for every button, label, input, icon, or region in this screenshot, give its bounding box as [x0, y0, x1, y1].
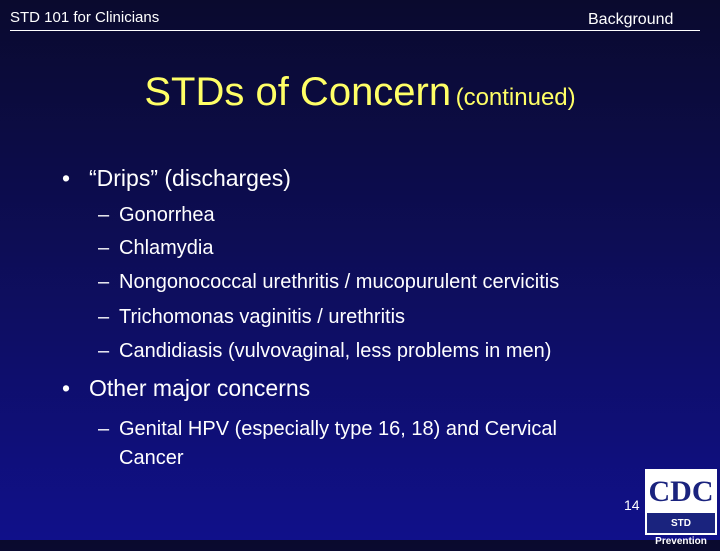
dash-marker: –	[98, 306, 110, 328]
dash-marker: –	[98, 204, 110, 226]
cdc-logo	[645, 469, 717, 547]
section-label: Background	[588, 11, 674, 28]
dash-marker: –	[98, 237, 110, 259]
course-title: STD 101 for Clinicians	[10, 9, 160, 26]
bullet-text: “Drips” (discharges)	[89, 165, 291, 191]
list-item	[98, 204, 215, 227]
slide-title-sub: (continued)	[455, 84, 576, 111]
list-item	[98, 237, 213, 260]
list-item-text: Genital HPV (especially type 16, 18) and Cervical	[119, 418, 557, 440]
list-item-text: Gonorrhea	[119, 204, 215, 226]
list-item-continuation: Cancer	[119, 447, 184, 469]
slide-number: 14	[624, 497, 640, 513]
dash-marker: –	[98, 340, 110, 362]
list-item	[98, 415, 557, 473]
bullet-other-concerns	[62, 375, 310, 402]
list-item	[98, 306, 405, 329]
list-item-text: Trichomonas vaginitis / urethritis	[119, 306, 406, 328]
bullet-text: Other major concerns	[89, 375, 311, 401]
bullet-drips	[62, 165, 291, 192]
list-item-text: Nongonococcal urethritis / mucopurulent cervicitis	[119, 271, 560, 293]
header-divider	[10, 30, 700, 31]
slide-title-main: STDs of Concern	[144, 70, 452, 114]
bullet-marker: •	[62, 375, 71, 401]
list-item-text: Candidiasis (vulvovaginal, less problems in men)	[119, 340, 552, 362]
list-item	[98, 271, 559, 294]
cdc-logo-caption: STD Prevention	[647, 515, 715, 533]
cdc-logo-mark: CDC	[647, 471, 715, 515]
slide-title	[0, 70, 720, 115]
dash-marker: –	[98, 418, 110, 440]
list-item-text: Chlamydia	[119, 237, 214, 259]
dash-marker: –	[98, 271, 110, 293]
bullet-marker: •	[62, 165, 71, 191]
list-item	[98, 340, 551, 363]
